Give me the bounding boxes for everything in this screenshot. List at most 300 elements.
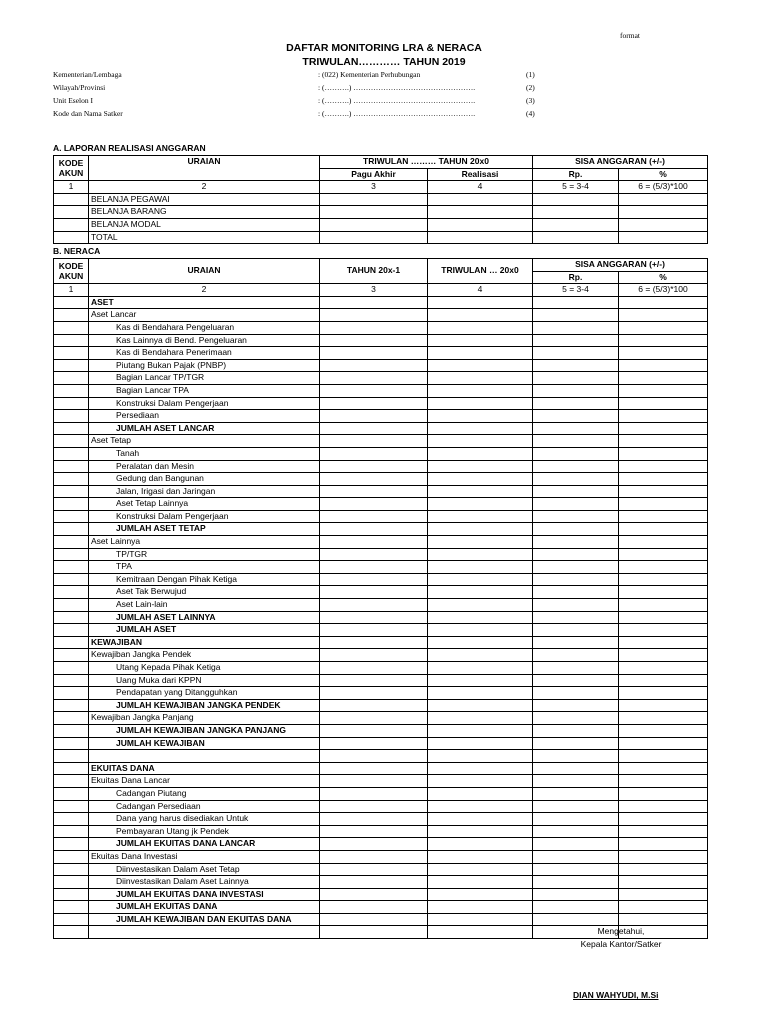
row-cell <box>320 397 428 410</box>
row-cell <box>428 913 533 926</box>
row-uraian: Pendapatan yang Ditangguhkan <box>89 687 320 700</box>
row-cell <box>533 876 619 889</box>
row-cell <box>619 876 708 889</box>
row-cell <box>533 510 619 523</box>
row-cell <box>428 737 533 750</box>
row-uraian: JUMLAH ASET TETAP <box>89 523 320 536</box>
row-cell <box>320 334 428 347</box>
table-row <box>54 762 708 775</box>
row-cell <box>54 913 89 926</box>
row-cell <box>533 888 619 901</box>
info-label: Kode dan Nama Satker <box>53 109 123 118</box>
row-cell <box>54 674 89 687</box>
row-uraian: TOTAL <box>89 231 320 244</box>
info-value: : (……….) …………………………………………. <box>318 109 476 118</box>
table-row <box>54 624 708 637</box>
row-cell <box>54 548 89 561</box>
row-cell <box>619 825 708 838</box>
row-uraian: Aset Tetap <box>89 435 320 448</box>
row-cell <box>54 787 89 800</box>
row-cell <box>619 850 708 863</box>
row-cell <box>619 775 708 788</box>
row-cell <box>320 410 428 423</box>
col-number: 4 <box>428 181 533 194</box>
row-cell <box>428 347 533 360</box>
info-number: (4) <box>526 109 535 118</box>
row-cell <box>533 573 619 586</box>
row-uraian: JUMLAH KEWAJIBAN <box>89 737 320 750</box>
row-cell <box>54 334 89 347</box>
row-cell <box>54 447 89 460</box>
row-cell <box>619 863 708 876</box>
table-row <box>54 498 708 511</box>
row-cell <box>428 850 533 863</box>
row-cell <box>428 712 533 725</box>
row-cell <box>320 473 428 486</box>
row-uraian: TPA <box>89 561 320 574</box>
row-cell <box>619 435 708 448</box>
table-row <box>54 321 708 334</box>
row-cell <box>533 775 619 788</box>
row-cell <box>533 712 619 725</box>
row-uraian: Konstruksi Dalam Pengerjaan <box>89 510 320 523</box>
table-row <box>54 636 708 649</box>
row-cell <box>619 473 708 486</box>
row-cell <box>619 687 708 700</box>
row-uraian: Aset Lain-lain <box>89 599 320 612</box>
row-uraian: JUMLAH KEWAJIBAN DAN EKUITAS DANA <box>89 913 320 926</box>
row-uraian: Aset Tak Berwujud <box>89 586 320 599</box>
row-cell <box>619 599 708 612</box>
row-cell <box>54 863 89 876</box>
row-cell <box>428 838 533 851</box>
row-cell <box>533 624 619 637</box>
table-row <box>54 573 708 586</box>
info-value: : (……….) …………………………………………. <box>318 83 476 92</box>
row-uraian: Kas di Bendahara Penerimaan <box>89 347 320 360</box>
document-title: DAFTAR MONITORING LRA & NERACA <box>286 42 482 54</box>
table-row <box>54 787 708 800</box>
row-cell <box>54 296 89 309</box>
row-uraian: Aset Lainnya <box>89 536 320 549</box>
row-cell <box>533 321 619 334</box>
row-cell <box>533 372 619 385</box>
table-row <box>54 231 708 244</box>
info-label: Wilayah/Provinsi <box>53 83 106 92</box>
col-number: 6 = (5/3)*100 <box>619 284 708 297</box>
header-sisa-anggaran: SISA ANGGARAN (+/-) <box>533 156 708 169</box>
row-uraian: Kas di Bendahara Pengeluaran <box>89 321 320 334</box>
table-row <box>54 750 708 763</box>
format-label: format <box>620 31 640 40</box>
row-cell <box>619 787 708 800</box>
table-row <box>54 712 708 725</box>
table-row <box>54 372 708 385</box>
row-cell <box>428 724 533 737</box>
table-row <box>54 913 708 926</box>
row-uraian <box>89 926 320 939</box>
row-cell <box>533 296 619 309</box>
row-cell <box>619 662 708 675</box>
table-row <box>54 218 708 231</box>
table-row <box>54 687 708 700</box>
row-cell <box>533 397 619 410</box>
row-cell <box>320 687 428 700</box>
row-cell <box>533 636 619 649</box>
row-cell <box>428 218 533 231</box>
table-row <box>54 737 708 750</box>
row-cell <box>320 384 428 397</box>
table-row <box>54 447 708 460</box>
row-cell <box>428 750 533 763</box>
row-cell <box>619 347 708 360</box>
row-cell <box>428 510 533 523</box>
row-cell <box>320 586 428 599</box>
row-cell <box>320 724 428 737</box>
row-cell <box>619 649 708 662</box>
row-cell <box>619 548 708 561</box>
col-number: 5 = 3-4 <box>533 181 619 194</box>
row-cell <box>428 206 533 219</box>
row-uraian: Uang Muka dari KPPN <box>89 674 320 687</box>
section-b-heading: B. NERACA <box>53 246 101 256</box>
row-cell <box>533 586 619 599</box>
row-cell <box>428 599 533 612</box>
row-uraian: JUMLAH ASET LAINNYA <box>89 611 320 624</box>
row-uraian: Dana yang harus disediakan Untuk <box>89 813 320 826</box>
row-cell <box>54 687 89 700</box>
header-rp: Rp. <box>533 271 619 284</box>
row-uraian: Bagian Lancar TP/TGR <box>89 372 320 385</box>
row-cell <box>320 359 428 372</box>
row-cell <box>54 662 89 675</box>
table-row <box>54 397 708 410</box>
header-kode-akun: KODE AKUN <box>54 156 89 181</box>
row-cell <box>320 876 428 889</box>
row-cell <box>320 712 428 725</box>
row-cell <box>54 460 89 473</box>
row-cell <box>320 485 428 498</box>
row-uraian: Kemitraan Dengan Pihak Ketiga <box>89 573 320 586</box>
row-cell <box>428 699 533 712</box>
row-cell <box>619 447 708 460</box>
row-cell <box>533 218 619 231</box>
row-cell <box>320 498 428 511</box>
row-cell <box>619 309 708 322</box>
row-cell <box>619 410 708 423</box>
row-cell <box>320 926 428 939</box>
row-uraian: Cadangan Piutang <box>89 787 320 800</box>
row-cell <box>54 901 89 914</box>
table-row <box>54 876 708 889</box>
table-row <box>54 523 708 536</box>
row-uraian: Aset Lancar <box>89 309 320 322</box>
row-cell <box>428 422 533 435</box>
signature-position: Kepala Kantor/Satker <box>580 939 662 949</box>
table-row <box>54 548 708 561</box>
header-triwulan: TRIWULAN … 20x0 <box>428 259 533 284</box>
col-number: 3 <box>320 284 428 297</box>
row-cell <box>54 309 89 322</box>
row-cell <box>619 231 708 244</box>
row-uraian: Kewajiban Jangka Pendek <box>89 649 320 662</box>
row-cell <box>428 624 533 637</box>
row-uraian: Ekuitas Dana Lancar <box>89 775 320 788</box>
row-cell <box>320 435 428 448</box>
row-cell <box>533 485 619 498</box>
section-a-heading: A. LAPORAN REALISASI ANGGARAN <box>53 143 206 153</box>
row-cell <box>619 573 708 586</box>
table-row <box>54 435 708 448</box>
row-cell <box>619 699 708 712</box>
row-cell <box>533 498 619 511</box>
row-cell <box>533 422 619 435</box>
row-cell <box>533 699 619 712</box>
row-cell <box>54 850 89 863</box>
row-cell <box>54 876 89 889</box>
row-uraian: TP/TGR <box>89 548 320 561</box>
header-rp: Rp. <box>533 168 619 181</box>
row-cell <box>533 599 619 612</box>
row-cell <box>320 422 428 435</box>
row-uraian: Piutang Bukan Pajak (PNBP) <box>89 359 320 372</box>
row-cell <box>428 309 533 322</box>
row-cell <box>320 510 428 523</box>
table-row <box>54 901 708 914</box>
row-uraian: JUMLAH EKUITAS DANA INVESTASI <box>89 888 320 901</box>
row-cell <box>533 787 619 800</box>
row-cell <box>533 473 619 486</box>
header-uraian: URAIAN <box>89 259 320 284</box>
row-cell <box>54 410 89 423</box>
row-cell <box>428 775 533 788</box>
row-cell <box>320 787 428 800</box>
row-cell <box>619 750 708 763</box>
row-cell <box>54 510 89 523</box>
table-row <box>54 611 708 624</box>
col-number: 1 <box>54 181 89 194</box>
neraca-table <box>53 258 708 939</box>
table-row <box>54 813 708 826</box>
row-cell <box>428 384 533 397</box>
table-row <box>54 485 708 498</box>
table-row <box>54 674 708 687</box>
row-uraian: EKUITAS DANA <box>89 762 320 775</box>
row-cell <box>533 674 619 687</box>
header-percent: % <box>619 271 708 284</box>
row-cell <box>619 296 708 309</box>
row-uraian: Ekuitas Dana Investasi <box>89 850 320 863</box>
row-cell <box>54 724 89 737</box>
row-cell <box>533 901 619 914</box>
row-cell <box>320 888 428 901</box>
row-cell <box>320 825 428 838</box>
row-cell <box>619 813 708 826</box>
row-cell <box>619 193 708 206</box>
header-tahun: TAHUN 20x-1 <box>320 259 428 284</box>
row-cell <box>533 913 619 926</box>
row-cell <box>428 787 533 800</box>
row-cell <box>428 435 533 448</box>
row-cell <box>54 750 89 763</box>
row-cell <box>54 498 89 511</box>
row-cell <box>428 498 533 511</box>
row-cell <box>320 636 428 649</box>
lra-header-row <box>54 156 708 169</box>
document-subtitle: TRIWULAN………… TAHUN 2019 <box>302 56 466 68</box>
row-uraian: JUMLAH KEWAJIBAN JANGKA PENDEK <box>89 699 320 712</box>
row-cell <box>619 510 708 523</box>
table-row <box>54 460 708 473</box>
row-cell <box>428 561 533 574</box>
row-cell <box>54 422 89 435</box>
row-cell <box>320 913 428 926</box>
row-cell <box>54 699 89 712</box>
col-number: 4 <box>428 284 533 297</box>
row-cell <box>54 435 89 448</box>
row-cell <box>533 750 619 763</box>
row-cell <box>54 397 89 410</box>
row-cell <box>619 800 708 813</box>
row-uraian: Kas Lainnya di Bend. Pengeluaran <box>89 334 320 347</box>
row-cell <box>619 384 708 397</box>
info-number: (3) <box>526 96 535 105</box>
row-uraian: JUMLAH KEWAJIBAN JANGKA PANJANG <box>89 724 320 737</box>
row-cell <box>533 838 619 851</box>
row-cell <box>533 359 619 372</box>
table-row <box>54 334 708 347</box>
col-number: 6 = (5/3)*100 <box>619 181 708 194</box>
row-uraian: Tanah <box>89 447 320 460</box>
row-uraian: Bagian Lancar TPA <box>89 384 320 397</box>
row-cell <box>320 218 428 231</box>
row-cell <box>54 218 89 231</box>
table-row <box>54 347 708 360</box>
row-cell <box>428 460 533 473</box>
row-cell <box>54 624 89 637</box>
row-cell <box>320 561 428 574</box>
row-cell <box>533 536 619 549</box>
row-cell <box>428 573 533 586</box>
table-row <box>54 863 708 876</box>
row-uraian: Diinvestasikan Dalam Aset Tetap <box>89 863 320 876</box>
row-cell <box>533 825 619 838</box>
header-sisa-anggaran: SISA ANGGARAN (+/-) <box>533 259 708 272</box>
lra-number-row <box>54 181 708 194</box>
table-row <box>54 724 708 737</box>
row-cell <box>428 523 533 536</box>
row-cell <box>619 913 708 926</box>
row-uraian: Pembayaran Utang jk Pendek <box>89 825 320 838</box>
row-uraian: Utang Kepada Pihak Ketiga <box>89 662 320 675</box>
row-uraian: BELANJA BARANG <box>89 206 320 219</box>
table-row <box>54 649 708 662</box>
row-cell <box>428 296 533 309</box>
row-uraian: BELANJA MODAL <box>89 218 320 231</box>
row-cell <box>320 573 428 586</box>
signature-mengetahui: Mengetahui, <box>597 926 645 936</box>
row-cell <box>533 347 619 360</box>
row-cell <box>54 573 89 586</box>
row-cell <box>320 674 428 687</box>
row-uraian: Diinvestasikan Dalam Aset Lainnya <box>89 876 320 889</box>
row-cell <box>428 586 533 599</box>
row-cell <box>54 611 89 624</box>
signature-name: DIAN WAHYUDI, M.Si <box>573 990 659 1000</box>
row-cell <box>54 586 89 599</box>
row-cell <box>428 473 533 486</box>
row-cell <box>54 800 89 813</box>
row-cell <box>320 850 428 863</box>
table-row <box>54 850 708 863</box>
info-value: : (022) Kementerian Perhubungan <box>318 70 421 79</box>
row-cell <box>54 649 89 662</box>
row-cell <box>619 561 708 574</box>
row-cell <box>54 473 89 486</box>
row-cell <box>320 460 428 473</box>
row-cell <box>428 410 533 423</box>
info-value: : (……….) …………………………………………. <box>318 96 476 105</box>
row-cell <box>533 193 619 206</box>
row-cell <box>428 536 533 549</box>
row-cell <box>320 649 428 662</box>
row-uraian: Jalan, Irigasi dan Jaringan <box>89 485 320 498</box>
row-cell <box>619 523 708 536</box>
row-cell <box>320 750 428 763</box>
row-cell <box>320 447 428 460</box>
row-cell <box>428 485 533 498</box>
table-row <box>54 193 708 206</box>
info-number: (2) <box>526 83 535 92</box>
row-cell <box>320 599 428 612</box>
header-realisasi: Realisasi <box>428 168 533 181</box>
row-cell <box>619 460 708 473</box>
row-cell <box>54 347 89 360</box>
row-cell <box>619 372 708 385</box>
row-cell <box>320 611 428 624</box>
row-cell <box>320 624 428 637</box>
row-cell <box>428 687 533 700</box>
row-cell <box>54 599 89 612</box>
table-row <box>54 206 708 219</box>
row-uraian: Kewajiban Jangka Panjang <box>89 712 320 725</box>
row-cell <box>54 523 89 536</box>
row-cell <box>54 321 89 334</box>
col-number: 2 <box>89 284 320 297</box>
row-cell <box>619 218 708 231</box>
header-uraian: URAIAN <box>89 156 320 181</box>
table-row <box>54 536 708 549</box>
info-label: Unit Eselon I <box>53 96 93 105</box>
col-number: 1 <box>54 284 89 297</box>
row-cell <box>533 800 619 813</box>
table-row <box>54 825 708 838</box>
row-cell <box>428 649 533 662</box>
row-cell <box>428 901 533 914</box>
row-cell <box>320 737 428 750</box>
row-cell <box>533 548 619 561</box>
col-number: 5 = 3-4 <box>533 284 619 297</box>
row-cell <box>619 624 708 637</box>
row-uraian: BELANJA PEGAWAI <box>89 193 320 206</box>
table-row <box>54 561 708 574</box>
row-cell <box>619 737 708 750</box>
row-uraian: JUMLAH ASET LANCAR <box>89 422 320 435</box>
row-cell <box>619 321 708 334</box>
row-cell <box>533 460 619 473</box>
table-row <box>54 510 708 523</box>
row-cell <box>54 636 89 649</box>
